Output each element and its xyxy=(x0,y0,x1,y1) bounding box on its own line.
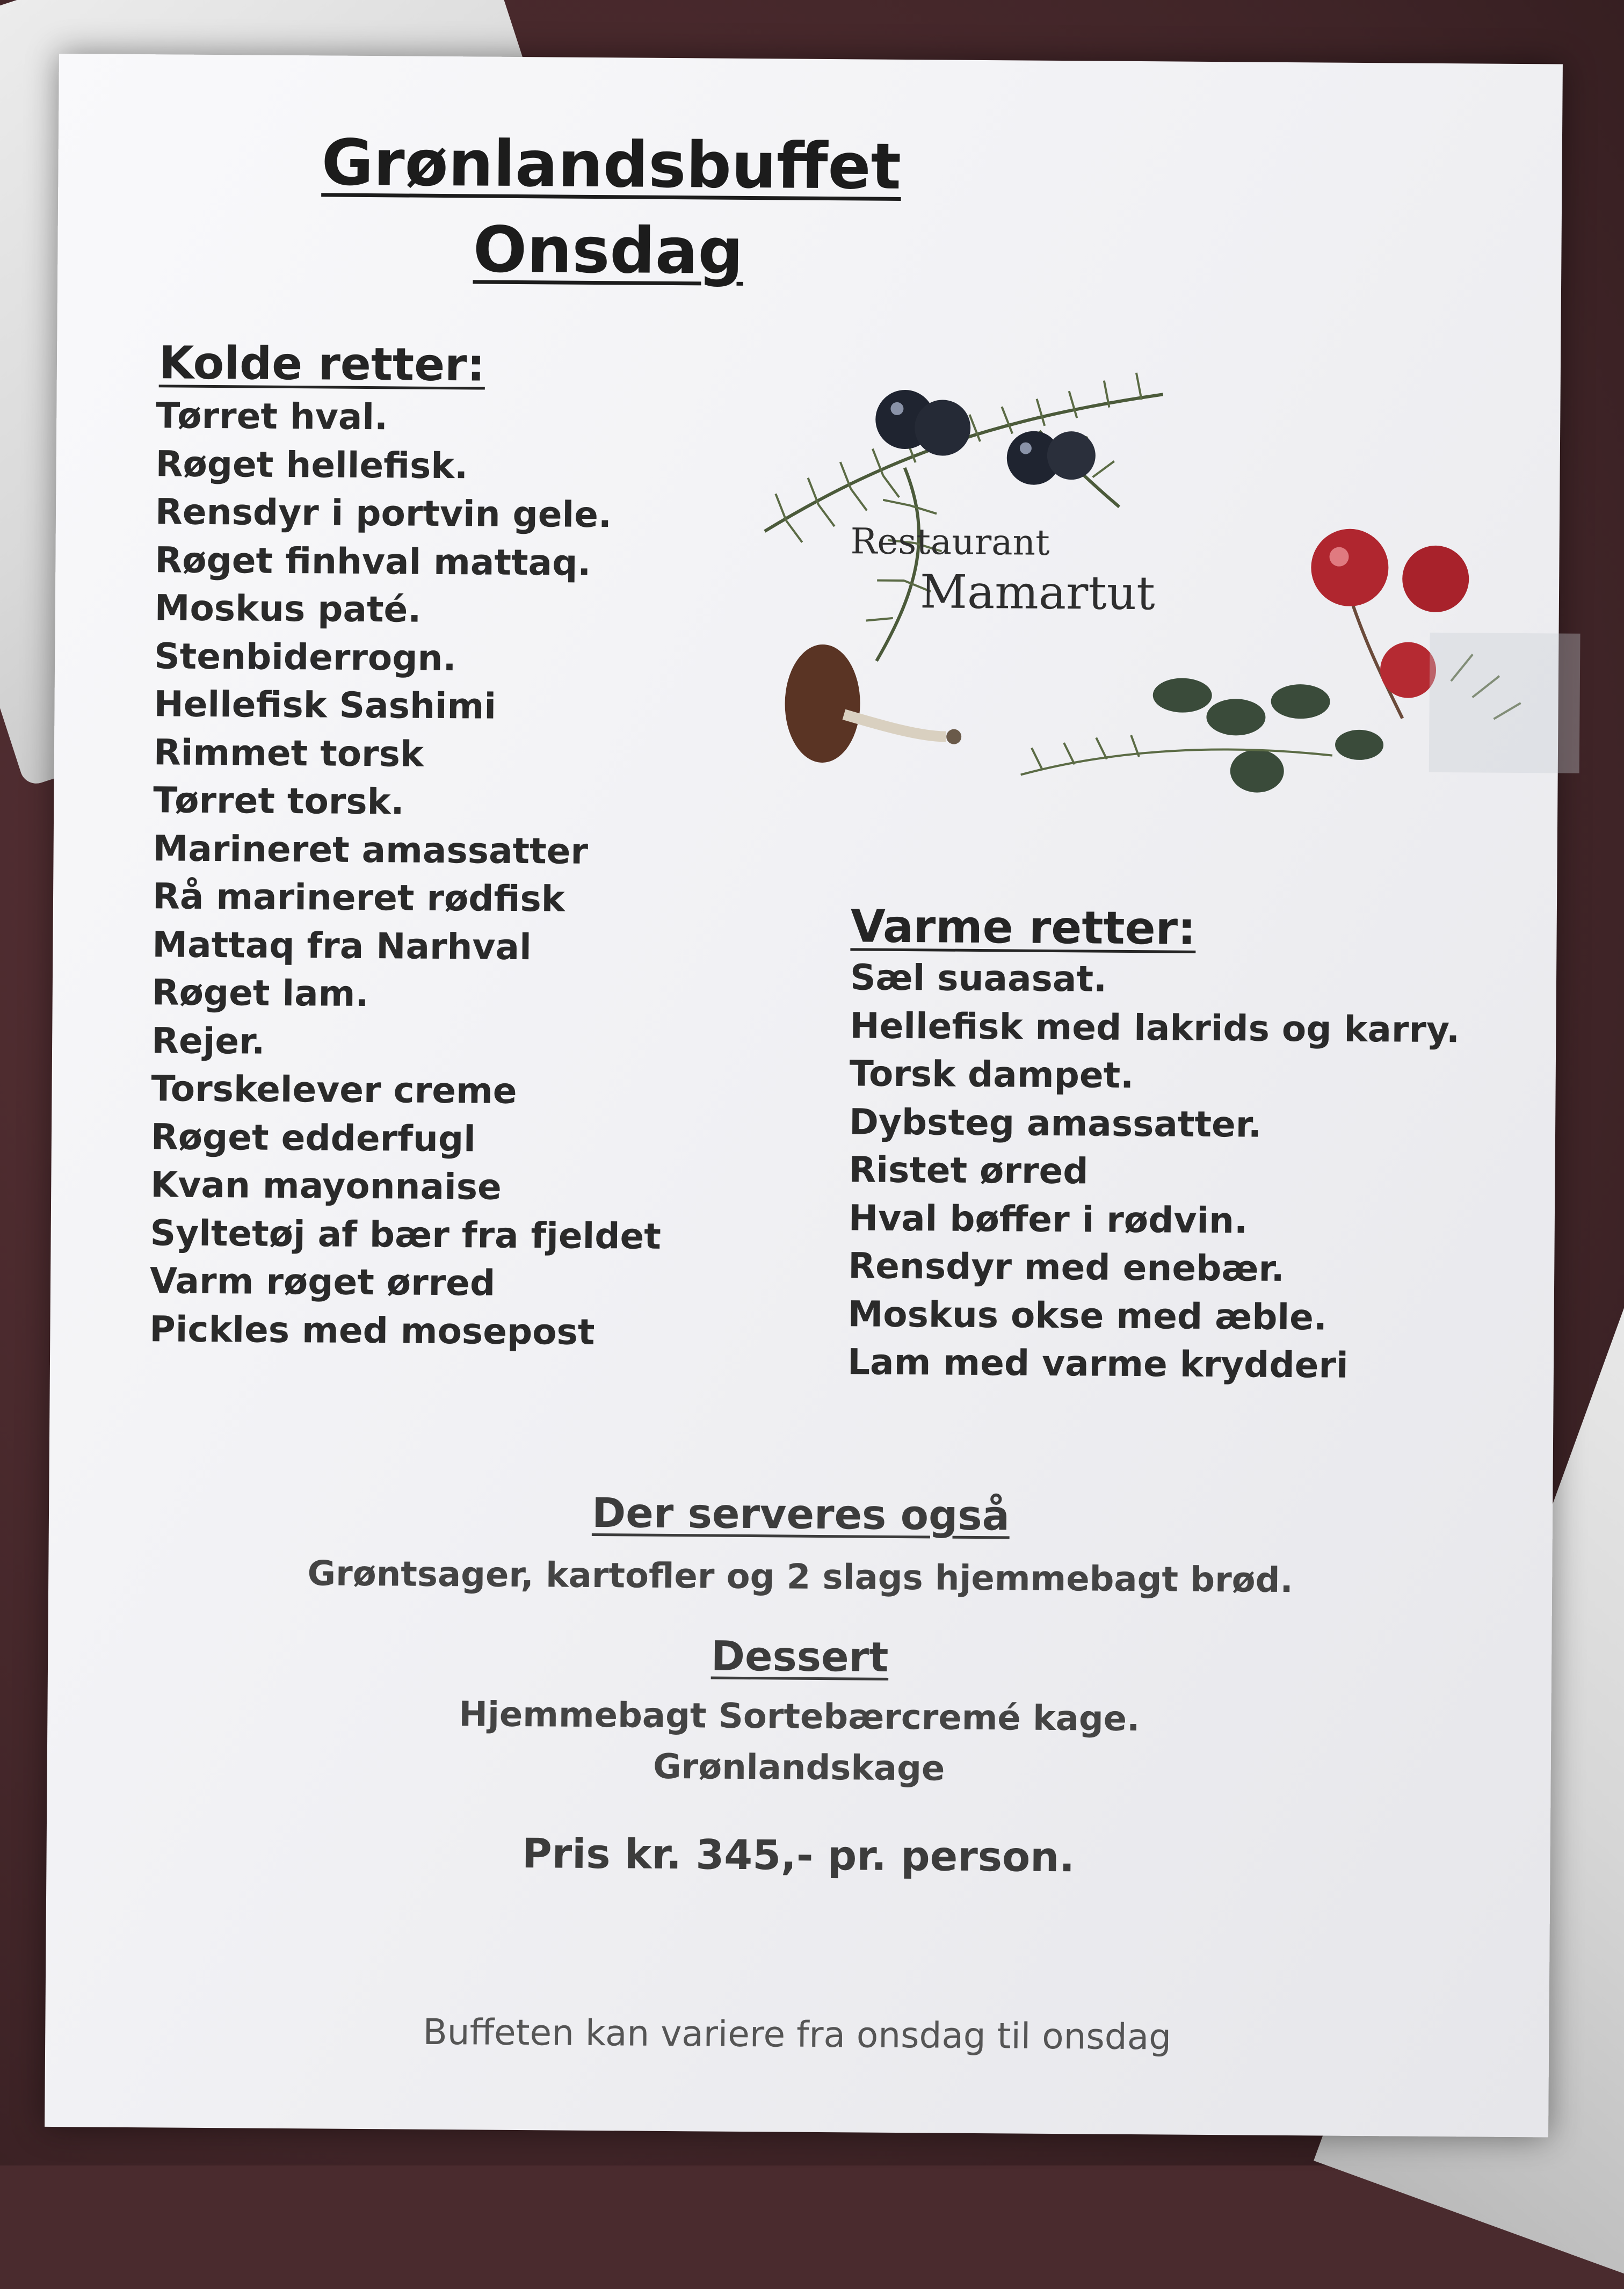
list-item: Hval bøffer i rødvin. xyxy=(849,1194,1459,1246)
list-item: Hellefisk med lakrids og karry. xyxy=(850,1002,1460,1054)
list-item: Torsk dampet. xyxy=(849,1049,1459,1102)
restaurant-name-line1: Restaurant xyxy=(850,520,1049,563)
list-item: Dybsteg amassatter. xyxy=(849,1098,1459,1150)
price-line: Pris kr. 345,- pr. person. xyxy=(46,1826,1550,1885)
list-item: Moskus okse med æble. xyxy=(847,1290,1458,1342)
list-item: Røget edderfugl xyxy=(151,1113,662,1164)
crowberry-icon xyxy=(875,390,1096,486)
list-item: Tørret torsk. xyxy=(153,776,664,828)
list-item: Rensdyr i portvin gele. xyxy=(155,488,666,539)
dessert-item: Grønlandskage xyxy=(47,1743,1551,1793)
cold-dishes-heading: Kolde retter: xyxy=(159,336,485,391)
list-item: Lam med varme krydderi xyxy=(847,1338,1458,1390)
list-item: Røget hellefisk. xyxy=(155,440,666,491)
list-item: Syltetøj af bær fra fjeldet xyxy=(150,1209,661,1261)
menu-subtitle-day: Onsdag xyxy=(321,211,896,289)
list-item: Sæl suaasat. xyxy=(850,953,1460,1005)
menu-title: Grønlandsbuffet xyxy=(321,125,896,203)
list-item: Pickles med mosepost xyxy=(149,1305,661,1357)
list-item: Stenbiderrogn. xyxy=(154,632,665,684)
list-item: Hellefisk Sashimi xyxy=(154,680,665,731)
list-item: Rå marineret rødfisk xyxy=(153,872,664,924)
list-item: Røget finhval mattaq. xyxy=(155,536,666,588)
dessert-item: Hjemmebagt Sortebærcremé kage. xyxy=(47,1692,1551,1742)
also-served-text: Grøntsager, kartofler og 2 slags hjemmebagt brød. xyxy=(48,1552,1552,1603)
list-item: Tørret hval. xyxy=(156,392,667,443)
mushroom-icon xyxy=(785,644,962,763)
list-item: Kvan mayonnaise xyxy=(150,1161,662,1212)
restaurant-name-line2: Mamartut xyxy=(920,565,1155,620)
hot-dishes-list xyxy=(847,953,1460,1390)
list-item: Mattaq fra Narhval xyxy=(152,921,663,972)
also-served-heading: Der serveres også xyxy=(49,1485,1553,1544)
list-item: Røget lam. xyxy=(151,968,663,1020)
cold-dishes-list xyxy=(149,392,667,1357)
menu-sheet xyxy=(45,54,1563,2137)
logo-illustration xyxy=(741,327,1604,849)
list-item: Rejer. xyxy=(151,1017,663,1068)
list-item: Torskelever creme xyxy=(151,1064,662,1116)
dessert-heading: Dessert xyxy=(48,1627,1552,1686)
list-item: Marineret amassatter xyxy=(153,824,664,876)
list-item: Ristet ørred xyxy=(849,1146,1459,1198)
footer-note: Buffeten kan variere fra onsdag til onsdag xyxy=(45,2009,1549,2061)
hot-dishes-heading: Varme retter: xyxy=(850,900,1196,954)
list-item: Rimmet torsk xyxy=(154,728,665,780)
list-item: Varm røget ørred xyxy=(150,1257,661,1308)
restaurant-logo xyxy=(741,327,1604,849)
leaves-icon xyxy=(1152,678,1383,793)
list-item: Rensdyr med enebær. xyxy=(848,1242,1458,1294)
list-item: Moskus paté. xyxy=(154,584,665,635)
